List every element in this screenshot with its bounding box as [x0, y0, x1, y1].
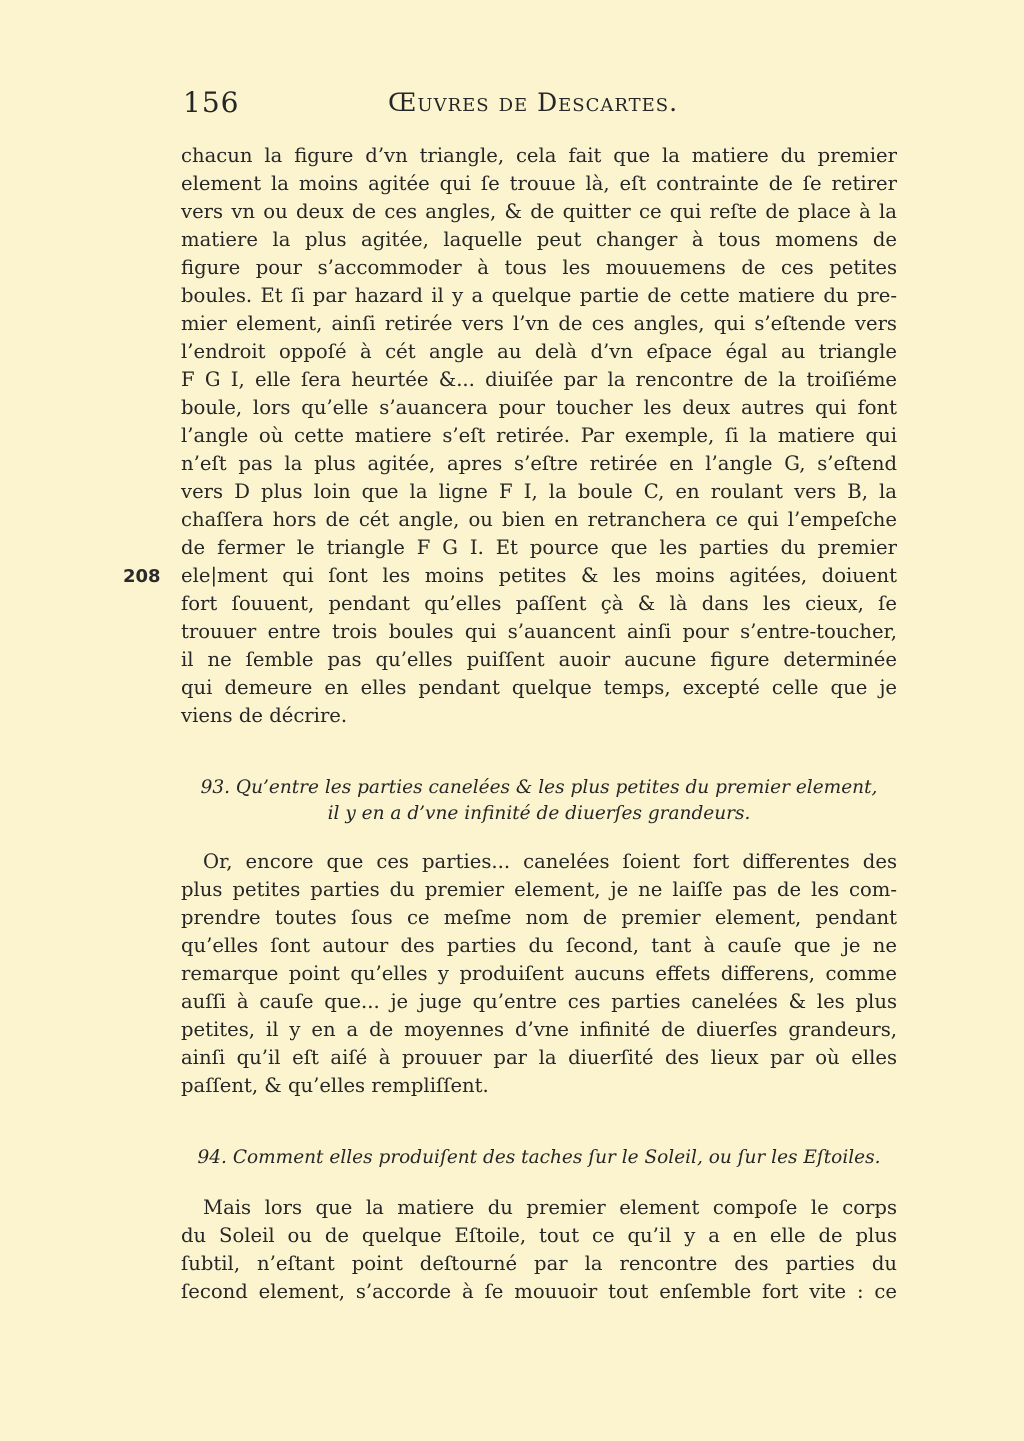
text-line: element la moins agitée qui ſe trouue là, eſt contrainte de ſe retirer: [181, 172, 897, 195]
heading-line: 94. Comment elles produiſent des taches ſur le Soleil, ou ſur les Eſtoiles.: [197, 1147, 881, 1168]
heading-line: il y en a d’vne infinité de diuerſes grandeurs.: [327, 803, 751, 824]
text-line: Mais lors que la matiere du premier element compoſe le corps: [203, 1196, 897, 1219]
text-line: n’eſt pas la plus agitée, apres s’eſtre retirée en l’angle G, s’eſtend: [181, 452, 897, 475]
text-line: ele|ment qui ſont les moins petites & les moins agitées, doiuent: [181, 564, 897, 587]
section-93-heading: [181, 775, 897, 827]
text-line: paſſent, & qu’elles rempliſſent.: [181, 1074, 489, 1097]
text-line: boule, lors qu’elle s’auancera pour toucher les deux autres qui font: [181, 396, 897, 419]
text-line: ſecond element, s’accorde à ſe mouuoir tout enſemble fort vite : ce: [181, 1280, 897, 1303]
text-line: qu’elles ſont autour des parties du ſecond, tant à cauſe que je ne: [181, 934, 897, 957]
text-line: plus petites parties du premier element, je ne laiſſe pas de les com-: [181, 878, 897, 901]
text-line: qui demeure en elles pendant quelque temps, excepté celle que je: [181, 676, 897, 699]
text-line: auſſi à cauſe que... je juge qu’entre ces parties canelées & les plus: [181, 990, 897, 1013]
text-line: de fermer le triangle F G I. Et pource que les parties du premier: [181, 536, 897, 559]
text-line: boules. Et ſi par hazard il y a quelque partie de cette matiere du pre-: [181, 284, 897, 307]
text-line: matiere la plus agitée, laquelle peut changer à tous momens de: [181, 228, 897, 251]
text-line: mier element, ainſi retirée vers l’vn de ces angles, qui s’eſtende vers: [181, 312, 897, 335]
page-header: [183, 86, 897, 126]
text-line: il ne ſemble pas qu’elles puiſſent auoir aucune figure determinée: [181, 648, 897, 671]
paragraph-3: [181, 1194, 897, 1306]
text-line: vers vn ou deux de ces angles, & de quitter ce qui reſte de place à la: [181, 200, 897, 223]
paragraph-2: [181, 848, 897, 1100]
text-line: chaſſera hors de cét angle, ou bien en retranchera ce qui l’empeſche: [181, 508, 897, 531]
text-line: figure pour s’accommoder à tous les mouuemens de ces petites: [181, 256, 897, 279]
running-head: Œuvres de Descartes.: [388, 88, 679, 117]
text-line: F G I, elle ſera heurtée &... diuiſée par la rencontre de la troiſiéme: [181, 368, 897, 391]
section-94-heading: [181, 1145, 897, 1171]
text-line: Or, encore que ces parties... canelées ſoient fort differentes des: [203, 850, 897, 873]
text-line: l’angle où cette matiere s’eſt retirée. Par exemple, ſi la matiere qui: [181, 424, 897, 447]
text-line: chacun la figure d’vn triangle, cela fait que la matiere du premier: [181, 144, 897, 167]
paragraph-1: [181, 142, 897, 730]
text-line: petites, il y en a de moyennes d’vne infinité de diuerſes grandeurs,: [181, 1018, 897, 1041]
heading-line: 93. Qu’entre les parties canelées & les plus petites du premier element,: [200, 777, 878, 798]
text-line: ainſi qu’il eſt aiſé à prouuer par la diuerſité des lieux par où elles: [181, 1046, 897, 1069]
text-line: ſubtil, n’eſtant point deſtourné par la rencontre des parties du: [181, 1252, 897, 1275]
text-line: trouuer entre trois boules qui s’auancent ainſi pour s’entre-toucher,: [181, 620, 897, 643]
margin-page-reference: 208: [123, 566, 161, 587]
text-line: prendre toutes ſous ce meſme nom de premier element, pendant: [181, 906, 897, 929]
text-line: remarque point qu’elles y produiſent aucuns effets differens, comme: [181, 962, 897, 985]
text-line: du Soleil ou de quelque Eſtoile, tout ce qu’il y a en elle de plus: [181, 1224, 897, 1247]
page-number: 156: [183, 86, 240, 119]
text-line: viens de décrire.: [181, 704, 348, 727]
text-line: vers D plus loin que la ligne F I, la boule C, en roulant vers B, la: [181, 480, 897, 503]
text-line: fort ſouuent, pendant qu’elles paſſent çà & là dans les cieux, ſe: [181, 592, 897, 615]
text-line: l’endroit oppoſé à cét angle au delà d’vn eſpace égal au triangle: [181, 340, 897, 363]
